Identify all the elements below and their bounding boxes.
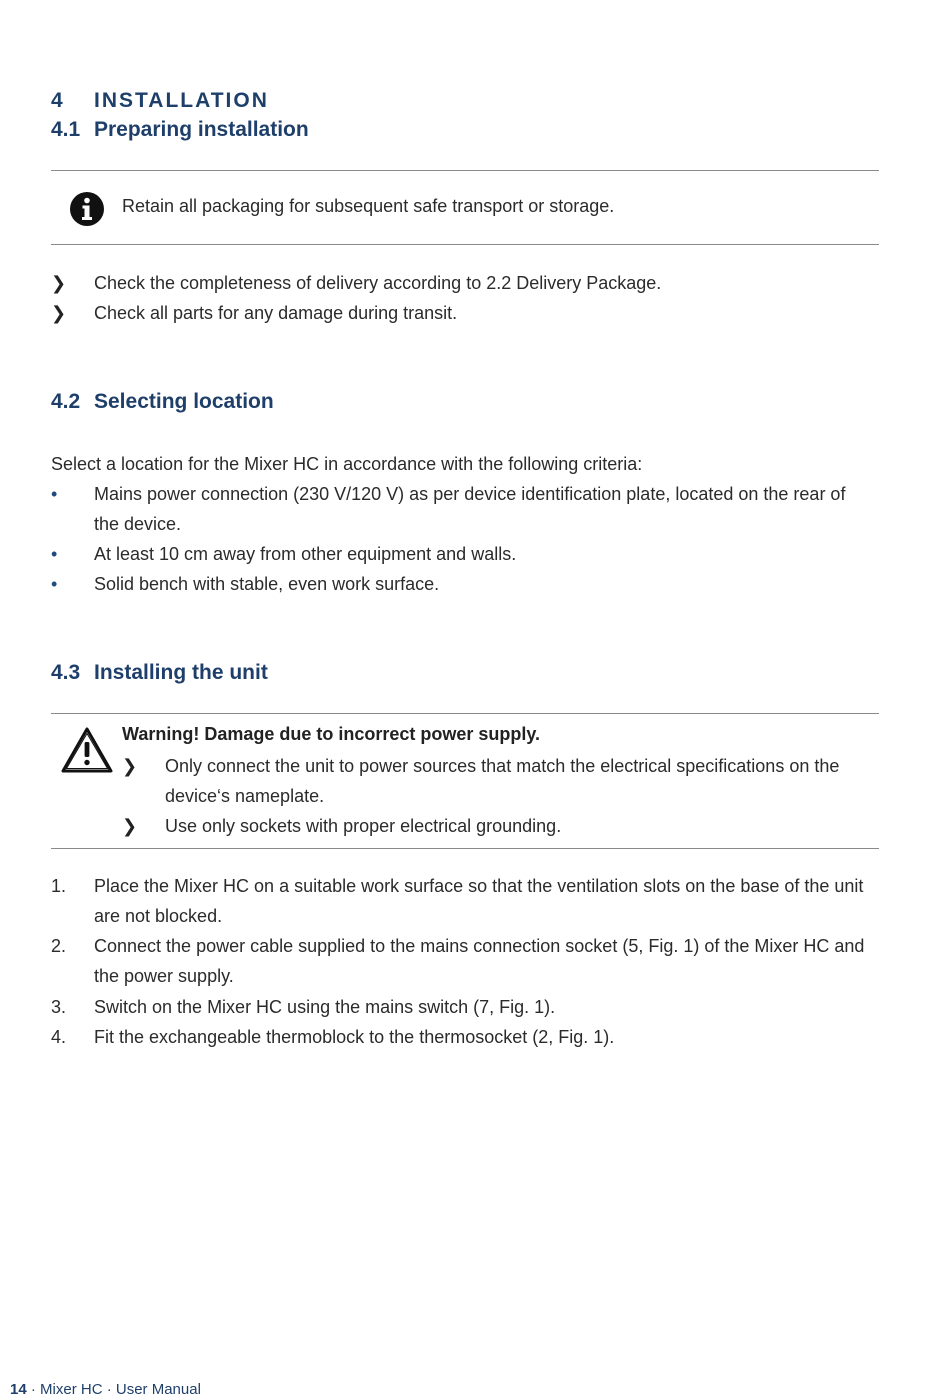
warning-item (122, 811, 877, 841)
list-item-text: At least 10 cm away from other equipment and walls. (94, 544, 517, 564)
chapter-title: INSTALLATION (94, 89, 269, 112)
numbered-step (51, 1022, 871, 1052)
chevron-icon: ❯ (51, 303, 67, 323)
info-icon (69, 191, 105, 227)
info-note-text: Retain all packaging for subsequent safe transport or storage. (122, 196, 615, 216)
section-number: 4.1 (51, 118, 81, 141)
footer-separator: · (102, 1381, 116, 1398)
step-text: Switch on the Mixer HC using the mains switch (7, Fig. 1). (94, 997, 556, 1017)
note-bottom-rule (51, 244, 879, 245)
footer-product: Mixer HC (40, 1381, 103, 1398)
bullet-icon: • (51, 544, 58, 564)
warning-bottom-rule (51, 848, 879, 849)
warning-top-rule (51, 713, 879, 714)
step-text: Fit the exchangeable thermoblock to the thermosocket (2, Fig. 1). (94, 1027, 615, 1047)
step-number: 3. (51, 997, 67, 1017)
section-title: Installing the unit (94, 661, 268, 684)
section-heading-4-3 (51, 661, 268, 685)
list-item (51, 298, 871, 328)
list-item-text: Mains power connection (230 V/120 V) as per device identification plate, located on the rear of the device. (94, 484, 846, 534)
section-intro (51, 449, 871, 479)
list-item-text: Check the completeness of delivery according to 2.2 Delivery Package. (94, 273, 662, 293)
chevron-icon: ❯ (122, 816, 138, 836)
footer-separator: · (26, 1381, 41, 1398)
chevron-icon: ❯ (122, 756, 138, 776)
numbered-step (51, 992, 871, 1022)
chapter-heading (51, 89, 269, 113)
section-number: 4.2 (51, 390, 81, 413)
bullet-icon: • (51, 484, 58, 504)
section-number: 4.3 (51, 661, 81, 684)
chevron-icon: ❯ (51, 273, 67, 293)
section-heading-4-2 (51, 390, 274, 414)
step-number: 1. (51, 876, 67, 896)
numbered-step (51, 871, 871, 931)
list-item-text: Solid bench with stable, even work surface. (94, 574, 440, 594)
footer-doc-title: User Manual (115, 1381, 201, 1398)
warning-item-text: Use only sockets with proper electrical grounding. (165, 816, 562, 836)
step-text: Place the Mixer HC on a suitable work surface so that the ventilation slots on the base of the unit are not blocked. (94, 876, 864, 926)
section-title: Selecting location (94, 390, 274, 413)
step-text: Connect the power cable supplied to the mains connection socket (5, Fig. 1) of the Mixer HC and the power supply. (94, 936, 865, 986)
list-item (51, 479, 871, 539)
warning-triangle-icon (60, 726, 114, 774)
list-item (51, 569, 871, 599)
bullet-icon: • (51, 574, 58, 594)
chapter-number: 4 (51, 89, 63, 112)
warning-item (122, 751, 877, 811)
section-heading-4-1 (51, 118, 309, 142)
intro-text: Select a location for the Mixer HC in accordance with the following criteria: (51, 454, 643, 474)
note-top-rule (51, 170, 879, 171)
step-number: 4. (51, 1027, 67, 1047)
step-number: 2. (51, 936, 67, 956)
list-item-text: Check all parts for any damage during transit. (94, 303, 458, 323)
page-number: 14 (10, 1381, 27, 1398)
page-footer (10, 1381, 201, 1398)
numbered-step (51, 931, 871, 991)
list-item (51, 539, 871, 569)
list-item (51, 268, 871, 298)
warning-item-text: Only connect the unit to power sources that match the electrical specifications on the device‘s nameplate. (165, 756, 840, 806)
section-title: Preparing installation (94, 118, 309, 141)
warning-title: Warning! Damage due to incorrect power supply. (122, 724, 541, 744)
